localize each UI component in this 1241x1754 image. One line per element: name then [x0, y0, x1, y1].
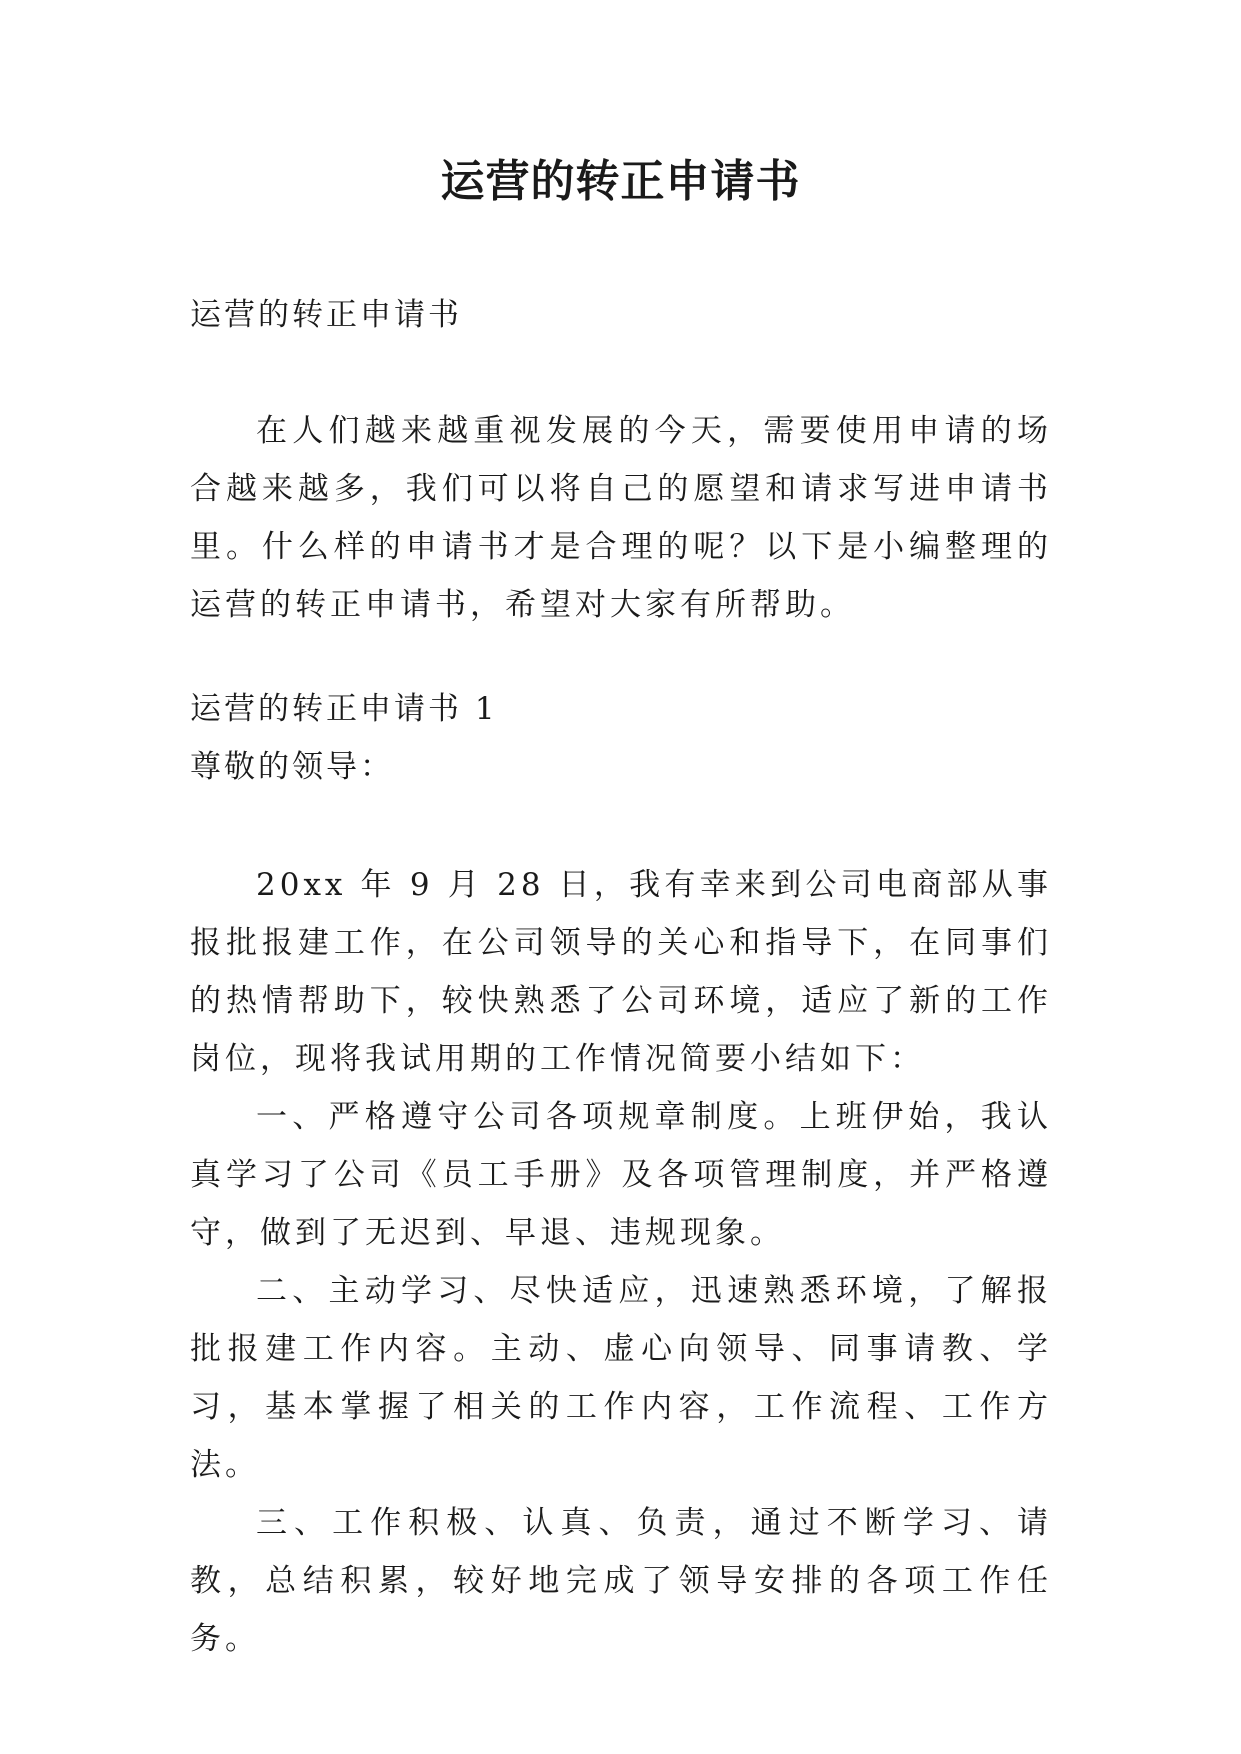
body-paragraph-3: 二、主动学习、尽快适应，迅速熟悉环境，了解报批报建工作内容。主动、虚心向领导、同事请教、学习，基本掌握了相关的工作内容，工作流程、工作方法。 [190, 1273, 1052, 1483]
document-subtitle: 运营的转正申请书 [190, 297, 462, 333]
document-title: 运营的转正申请书 [440, 156, 801, 207]
intro-paragraph: 在人们越来越重视发展的今天，需要使用申请的场合越来越多，我们可以将自己的愿望和请求写进申请书里。什么样的申请书才是合理的呢？以下是小编整理的运营的转正申请书，希望对大家有所帮助。 [190, 413, 1052, 623]
section-heading: 运营的转正申请书 1 [190, 691, 498, 727]
body-paragraph-2: 一、严格遵守公司各项规章制度。上班伊始，我认真学习了公司《员工手册》及各项管理制度，并严格遵守，做到了无迟到、早退、违规现象。 [190, 1099, 1052, 1251]
body-paragraph-1: 20xx 年 9 月 28 日，我有幸来到公司电商部从事报批报建工作，在公司领导的关心和指导下，在同事们的热情帮助下，较快熟悉了公司环境，适应了新的工作岗位，现将我试用期的工作情况简要小结如下： [190, 867, 1052, 1077]
body-paragraph-4: 三、工作积极、认真、负责，通过不断学习、请教，总结积累，较好地完成了领导安排的各项工作任务。 [190, 1505, 1052, 1657]
document-body [190, 286, 1052, 1668]
salutation: 尊敬的领导： [190, 749, 394, 785]
